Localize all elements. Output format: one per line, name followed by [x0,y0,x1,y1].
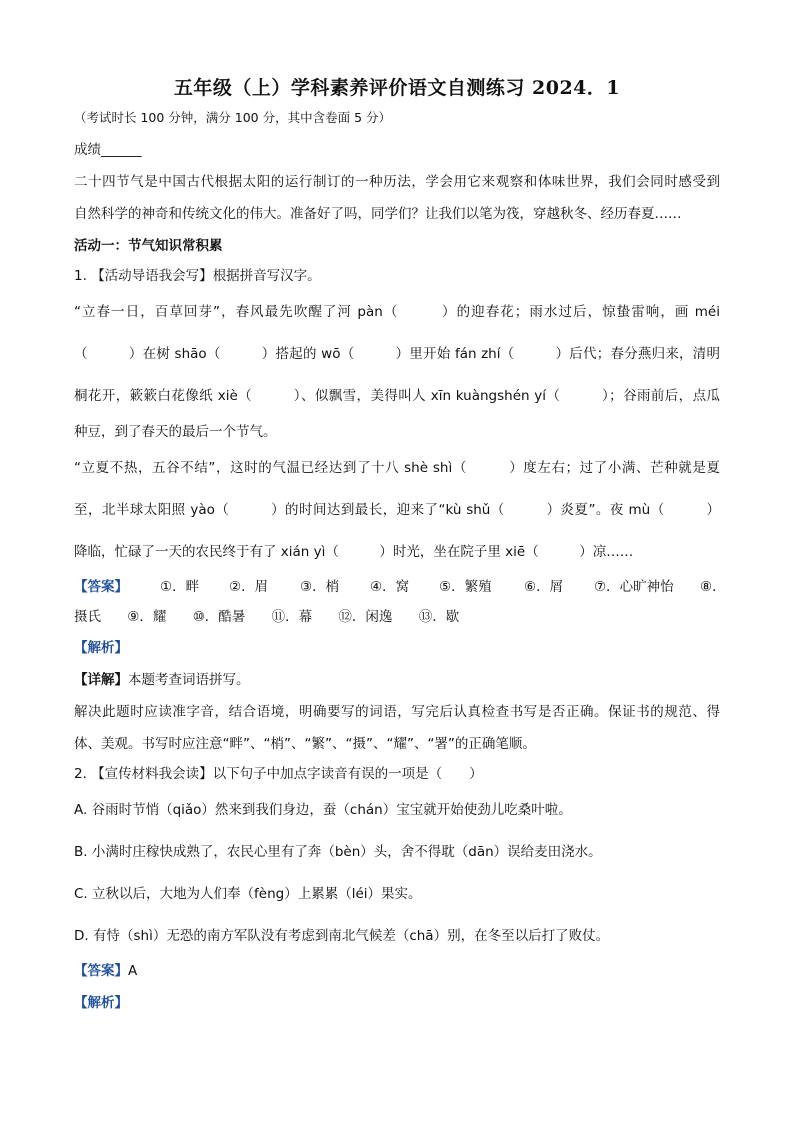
score-field: 成绩______ [74,142,142,158]
answer-item: ⑨．耀 [127,609,167,625]
passage-line-6: 至，北半球太阳照 yào（ ）的时间达到最长，迎来了“kù shǔ（ ）炎夏”。夜 mù（ ） [74,502,720,518]
exam-info: （考试时长 100 分钟，满分 100 分，其中含卷面 5 分） [74,110,392,125]
answer-item: 摄氏 [74,609,101,625]
intro-line-2: 自然科学的神奇和传统文化的伟大。准备好了吗，同学们？让我们以笔为筏，穿越秋冬、经历春夏…… [74,206,682,222]
question-number: 2. [74,766,87,782]
option-c: C. 立秋以后，大地为人们奉（fèng）上累累（léi）果实。 [74,886,422,902]
question-tag: 【活动导语我会写】 [91,268,213,284]
question-tag: 【宣传材料我会读】 [91,766,213,782]
answer-item: ⑤．繁殖 [439,579,492,595]
answer-item: ⑥．屑 [524,579,564,595]
answer-item: ⑪．幕 [271,609,313,625]
answer-item: ⑬．歇 [418,609,460,625]
question-prompt: 根据拼音写汉字。 [212,268,321,284]
question-2-answer [74,961,137,981]
answer-item: ④．窝 [370,579,410,595]
answer-item: ③．梢 [300,579,340,595]
question-1-heading [74,266,321,286]
option-a: A. 谷雨时节悄（qiǎo）然来到我们身边，蚕（chán）宝宝就开始使劲儿吃桑叶啦。 [74,802,572,818]
answer-item: ⑧． [700,579,726,595]
intro-line-1: 二十四节气是中国古代根据太阳的运行制订的一种历法，学会用它来观察和体味世界，我们会同时感受到 [74,174,720,190]
option-d: D. 有恃（shì）无恐的南方军队没有考虑到南北气候差（chā）别，在冬至以后打了败仗。 [74,928,610,944]
option-b: B. 小满时庄稼快成熟了，农民心里有了奔（bèn）头，舍不得耽（dān）误给麦田浇水。 [74,844,602,860]
passage-line-3: 桐花开，簌簌白花像纸 xiè（ ）、似飘雪，美得叫人 xīn kuàngshén yí（ ）；谷雨前后，点瓜 [74,388,720,404]
activity-heading: 活动一：节气知识常积累 [74,238,223,254]
detail-line [74,670,250,690]
answer-item: ⑦．心旷神怡 [594,579,674,595]
detail-label: 【详解】 [74,672,128,688]
analysis-label: 【解析】 [74,640,128,656]
answer-label: 【答案】 [74,579,128,595]
detail-text: 本题考查词语拼写。 [128,672,250,688]
passage-line-7: 降临，忙碌了一天的农民终于有了 xián yì（ ）时光，坐在院子里 xiē（ ）凉…… [74,544,634,560]
answer-item: ⑩．酷暑 [192,609,246,625]
passage-line-4: 种豆，到了春天的最后一个节气。 [74,424,277,440]
passage-line-1: “立春一日，百草回芽”，春风最先吹醒了河 pàn（ ）的迎春花；雨水过后，惊蛰雷响，画 méi [74,304,720,320]
explanation-line-2: 体、美观。书写时应注意“畔”、“梢”、“繁”、“摄”、“耀”、“署”的正确笔顺。 [74,736,536,752]
question-2-heading [74,764,483,784]
answer-item: ②．眉 [229,579,269,595]
passage-line-5: “立夏不热，五谷不结”，这时的气温已经达到了十八 shè shì（ ）度左右；过了小满、芒种就是夏 [74,460,720,476]
answer-value: A [128,963,138,979]
passage-line-2: （ ）在树 shāo（ ）搭起的 wō（ ）里开始 fán zhí（ ）后代；春分燕归来，清明 [74,346,720,362]
question-prompt: 以下句子中加点字读音有误的一项是（ ） [212,766,483,782]
question-number: 1. [74,268,87,284]
answer-row-2 [74,607,459,627]
answer-item: ①．畔 [160,579,200,595]
page-title: 五年级（上）学科素养评价语文自测练习 2024．1 [173,77,621,99]
answer-label: 【答案】 [74,963,128,979]
explanation-line-1: 解决此题时应读准字音，结合语境，明确要写的词语，写完后认真检查书写是否正确。保证书的规范、得 [74,704,720,720]
analysis-label: 【解析】 [74,995,128,1011]
answer-item: ⑫．闲逸 [338,609,393,625]
